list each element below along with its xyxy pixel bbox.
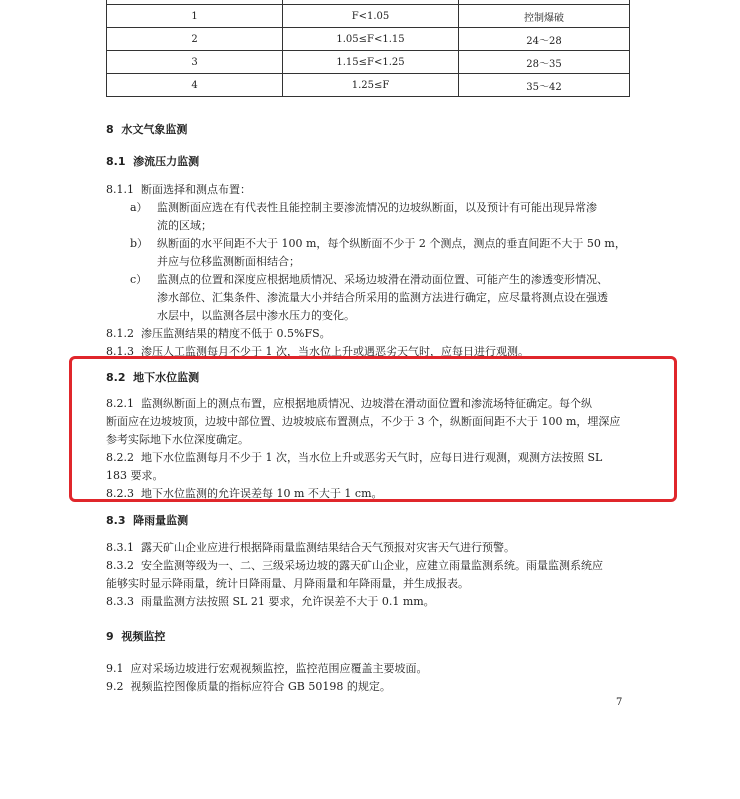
clause-8-1-2: 8.1.2 渗压监测结果的精度不低于 0.5%FS。 (106, 327, 331, 340)
table-row (107, 5, 630, 28)
table-cell-range: F<1.05 (283, 5, 459, 28)
item-c-line2: 渗水部位、汇集条件、渗流量大小并结合所采用的监测方法进行确定，应尽量将测点设在强透 (157, 291, 608, 304)
clause-8-2-3: 8.2.3 地下水位监测的允许误差每 10 m 不大于 1 cm。 (106, 487, 383, 500)
table-cell-cycle: 28～35 (459, 51, 630, 74)
item-b-line1: 纵断面的水平间距不大于 100 m，每个纵断面不少于 2 个测点，测点的垂直间距不大于 50 m， (157, 237, 626, 250)
table-cell-cycle: 24～28 (459, 28, 630, 51)
item-b-label: b） (130, 237, 149, 250)
grade-table (106, 0, 630, 97)
table-cell-range: 1.15≤F<1.25 (283, 51, 459, 74)
clause-8-2-1-line2: 断面应在边坡坡顶，边坡中部位置、边坡坡底布置测点，不少于 3 个，纵断面间距不大于 100 m，埋深应 (106, 415, 621, 428)
table-row (107, 51, 630, 74)
clause-8-1-1: 8.1.1 断面选择和测点布置： (106, 183, 251, 196)
section-heading-8: 8 水文气象监测 (106, 123, 188, 136)
clause-8-3-3: 8.3.3 雨量监测方法按照 SL 21 要求，允许误差不大于 0.1 mm。 (106, 595, 435, 608)
clause-9-2: 9.2 视频监控图像质量的指标应符合 GB 50198 的规定。 (106, 680, 391, 693)
item-b-line2: 并应与位移监测断面相结合； (157, 255, 300, 268)
clause-8-1-3: 8.1.3 渗压人工监测每月不少于 1 次，当水位上升或遇恶劣天气时，应每日进行观测。 (106, 345, 529, 358)
item-c-line3: 水层中，以监测各层中渗水压力的变化。 (157, 309, 355, 322)
clause-8-2-2-line1: 8.2.2 地下水位监测每月不少于 1 次，当水位上升或恶劣天气时，应每日进行观测，观测方法按照 SL (106, 451, 603, 464)
table-cell-grade: 4 (107, 74, 283, 97)
clause-9-1: 9.1 应对采场边坡进行宏观视频监控，监控范围应覆盖主要坡面。 (106, 662, 428, 675)
table-cell-range: 1.25≤F (283, 74, 459, 97)
item-c-label: c） (130, 273, 148, 286)
page-number: 7 (616, 697, 623, 708)
section-heading-8-1: 8.1 渗流压力监测 (106, 155, 200, 168)
table-cell-grade: 2 (107, 28, 283, 51)
clause-8-3-2-line2: 能够实时显示降雨量，统计日降雨量、月降雨量和年降雨量，并生成报表。 (106, 577, 469, 590)
table-cell-range: 1.05≤F<1.15 (283, 28, 459, 51)
section-heading-8-3: 8.3 降雨量监测 (106, 514, 189, 527)
table-row (107, 28, 630, 51)
clause-8-3-2-line1: 8.3.2 安全监测等级为一、二、三级采场边坡的露天矿山企业，应建立雨量监测系统。雨量监测系统应 (106, 559, 603, 572)
clause-8-2-1-line3: 参考实际地下水位深度确定。 (106, 433, 249, 446)
table-cell-cycle: 35～42 (459, 74, 630, 97)
item-a-line1: 监测断面应选在有代表性且能控制主要渗流情况的边坡纵断面，以及预计有可能出现异常渗 (157, 201, 597, 214)
item-c-line1: 监测点的位置和深度应根据地质情况、采场边坡滑在滑动面位置、可能产生的渗透变形情况、 (157, 273, 608, 286)
item-a-line2: 流的区域； (157, 219, 212, 232)
table-cell-grade: 1 (107, 5, 283, 28)
section-heading-9: 9 视频监控 (106, 630, 166, 643)
section-heading-8-2: 8.2 地下水位监测 (106, 371, 200, 384)
table-cell-grade: 3 (107, 51, 283, 74)
item-a-label: a） (130, 201, 148, 214)
table-row (107, 74, 630, 97)
clause-8-2-1-line1: 8.2.1 监测纵断面上的测点布置，应根据地质情况、边坡潜在滑动面位置和渗流场特征确定。每个纵 (106, 397, 592, 410)
table-cell-cycle: 控制爆破 (459, 5, 630, 28)
clause-8-2-2-line2: 183 要求。 (106, 469, 164, 482)
clause-8-3-1: 8.3.1 露天矿山企业应进行根据降雨量监测结果结合天气预报对灾害天气进行预警。 (106, 541, 515, 554)
